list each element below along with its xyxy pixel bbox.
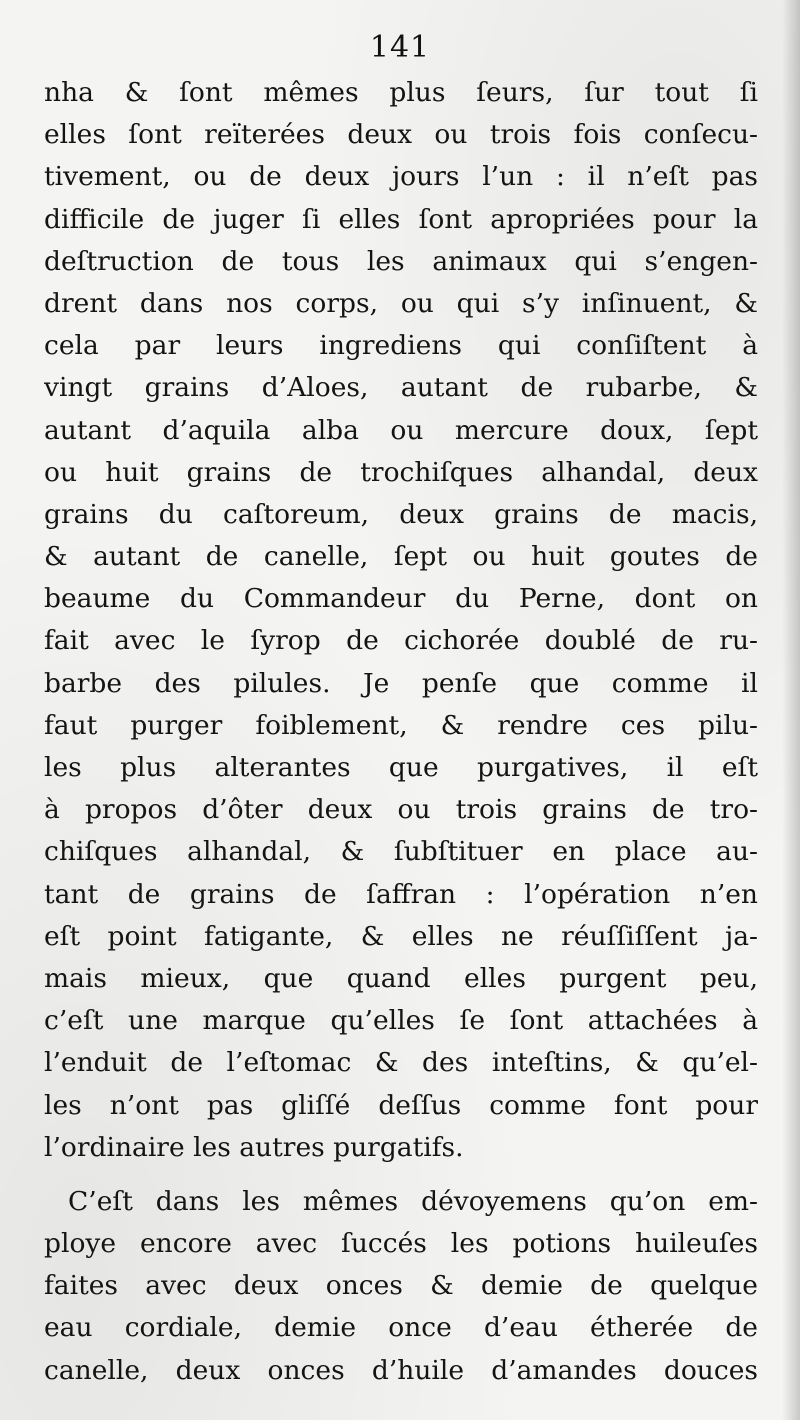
page-number: 141 — [369, 30, 431, 65]
text-line: autant d’aquila alba ou mercure doux, ſept — [44, 414, 758, 446]
text-line: elles ſont reïterées deux ou trois fois conſecu- — [44, 119, 758, 151]
text-line: eau cordiale, demie once d’eau étherée de — [44, 1312, 758, 1344]
text-line: fait avec le ſyrop de cichorée doublé de ru- — [44, 625, 758, 657]
text-line: ou huit grains de trochiſques alhandal, deux — [44, 456, 758, 488]
text-line: vingt grains d’Aloes, autant de rubarbe, & — [44, 372, 758, 404]
text-line: c’eſt une marque qu’elles ſe ſont attachées à — [44, 1005, 758, 1037]
text-line: faites avec deux onces & demie de quelque — [44, 1270, 758, 1302]
paragraph — [44, 1181, 758, 1392]
text-line: mais mieux, que quand elles purgent peu, — [44, 962, 758, 994]
text-line: beaume du Commandeur du Perne, dont on — [44, 583, 758, 615]
text-line: faut purger foiblement, & rendre ces pilu- — [44, 709, 758, 741]
page-edge-shadow — [782, 0, 800, 1420]
paragraph-gap — [44, 1169, 758, 1181]
text-line: l’ordinaire les autres purgatifs. — [44, 1131, 464, 1163]
text-line: cela par leurs ingrediens qui conſiſtent à — [44, 330, 758, 362]
text-line: ploye encore avec ſuccés les potions huileuſes — [44, 1228, 758, 1260]
text-line: grains du caſtoreum, deux grains de macis, — [44, 498, 758, 530]
text-line: canelle, deux onces d’huile d’amandes douces — [44, 1354, 758, 1386]
text-line: l’enduit de l’eſtomac & des inteſtins, & qu’el- — [44, 1047, 758, 1079]
text-line: & autant de canelle, ſept ou huit goutes de — [44, 541, 758, 573]
text-line: tant de grains de ſaffran : l’opération n’en — [44, 878, 758, 910]
text-line: à propos d’ôter deux ou trois grains de tro- — [44, 794, 758, 826]
body-text — [44, 72, 758, 1392]
text-line: eſt point fatigante, & elles ne réuſſiſſent ja- — [44, 920, 758, 952]
text-line: C’eſt dans les mêmes dévoyemens qu’on em- — [68, 1185, 758, 1217]
text-line: les plus alterantes que purgatives, il eſt — [44, 752, 758, 783]
text-line: deſtruction de tous les animaux qui s’engen- — [44, 245, 758, 277]
text-line: barbe des pilules. Je penſe que comme il — [44, 667, 758, 699]
text-line: chiſques alhandal, & ſubſtituer en place au- — [44, 836, 758, 868]
text-line: tivement, ou de deux jours l’un : il n’eſt pas — [44, 161, 758, 193]
paragraph — [44, 72, 758, 1169]
text-line: difficile de juger ſi elles ſont apropriées pour la — [44, 203, 758, 235]
text-line: nha & ſont mêmes plus ſeurs, ſur tout ſi — [44, 77, 758, 108]
text-line: les n’ont pas gliſſé deſſus comme font pour — [44, 1089, 758, 1121]
text-line: drent dans nos corps, ou qui s’y inſinuent, & — [44, 287, 758, 319]
